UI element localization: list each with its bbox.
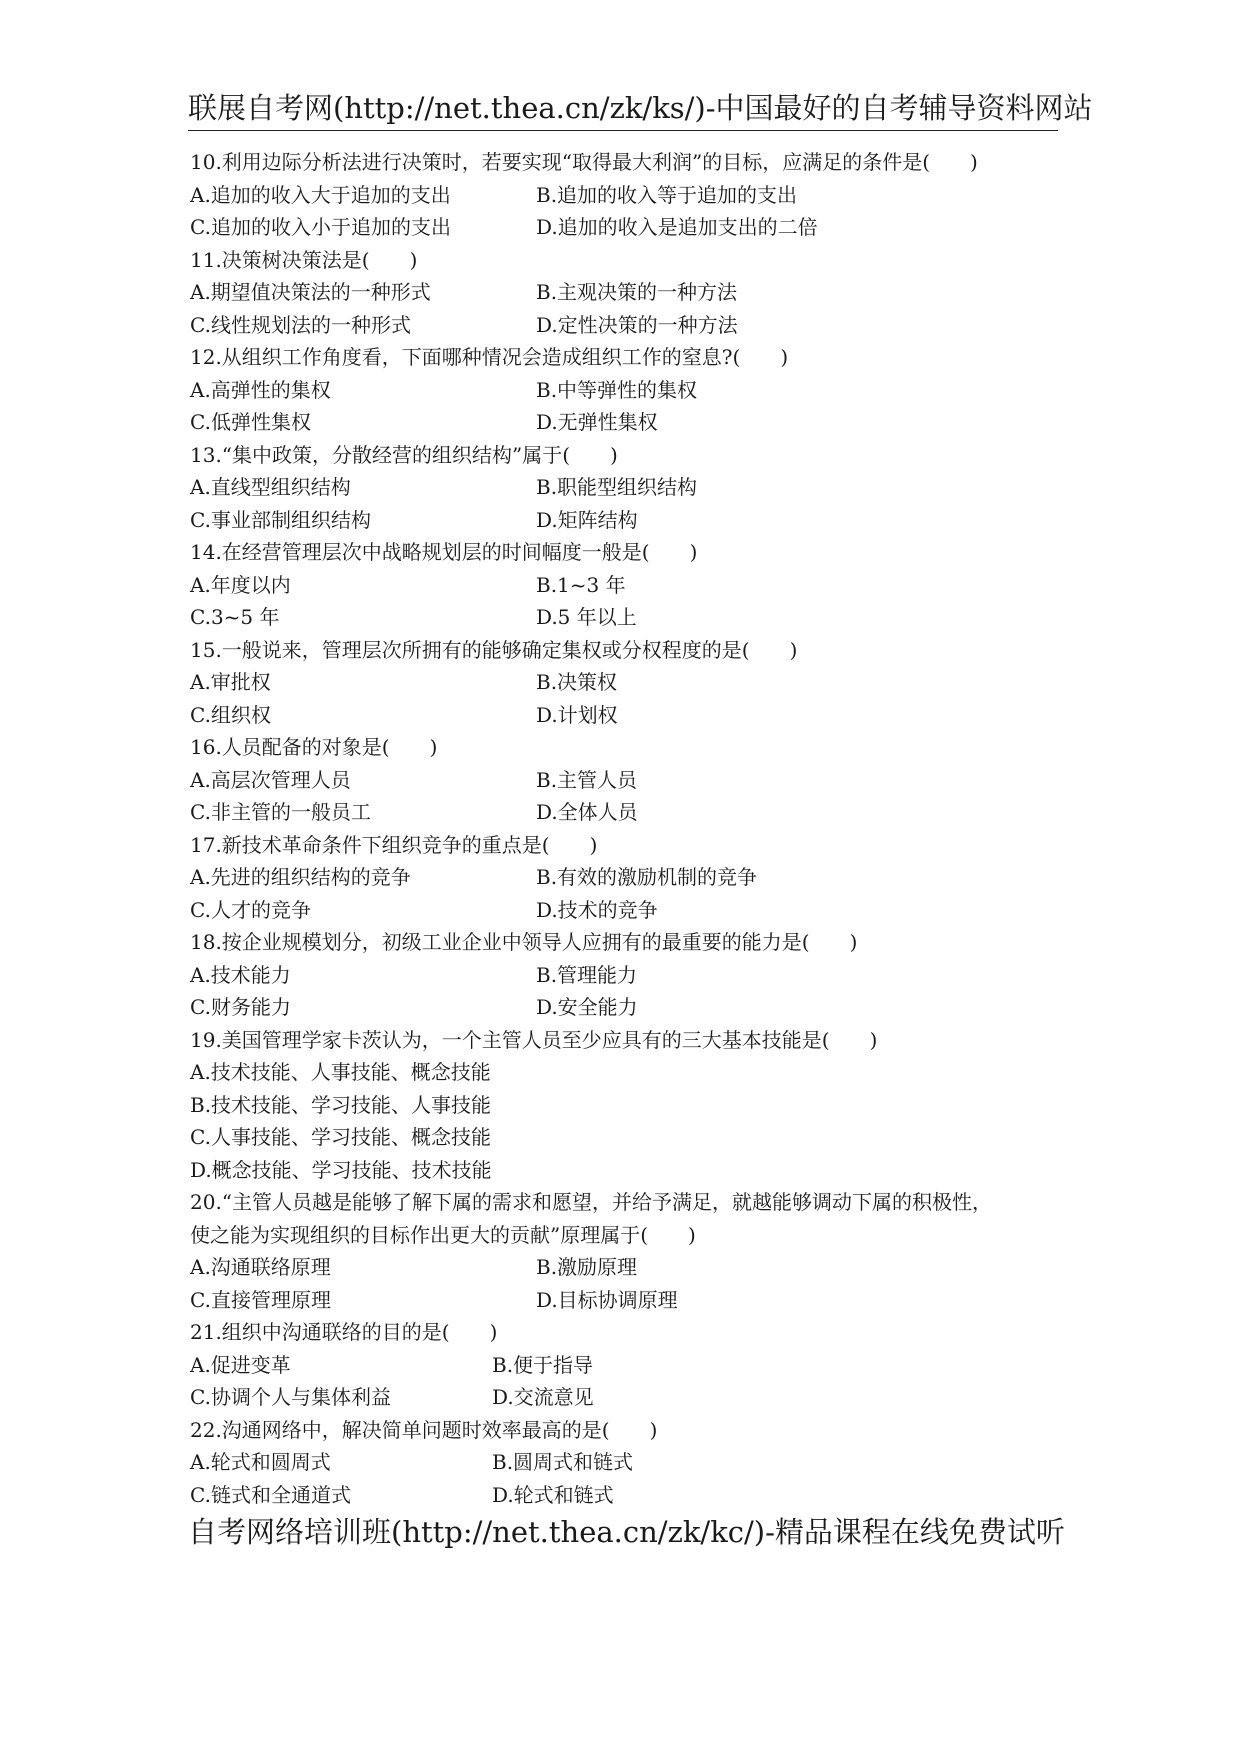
- page-footer: 自考网络培训班(http://net.thea.cn/zk/kc/)-精品课程在线免费试听: [188, 1515, 1065, 1549]
- option-b: B.便于指导: [492, 1352, 594, 1377]
- question-11-stem: 11.决策树决策法是( ): [190, 247, 418, 272]
- question-20-options-cd: [190, 1284, 1090, 1317]
- question-13-stem: 13.“集中政策，分散经营的组织结构”属于( ): [190, 442, 618, 467]
- option-d: D.轮式和链式: [492, 1482, 614, 1507]
- option-b: B.主管人员: [536, 767, 638, 792]
- option-d: D.5 年以上: [536, 605, 637, 629]
- option-c: C.低弹性集权: [190, 410, 311, 434]
- option-d: D.计划权: [536, 702, 618, 727]
- option-d: D.无弹性集权: [536, 410, 658, 434]
- option-c: C.人事技能、学习技能、概念技能: [190, 1125, 491, 1149]
- option-b: B.主观决策的一种方法: [536, 280, 738, 304]
- question-10-options-ab: [190, 179, 1090, 212]
- option-b: B.追加的收入等于追加的支出: [536, 182, 798, 207]
- option-a: A.沟通联络原理: [190, 1255, 331, 1279]
- page-header: 联展自考网(http://net.thea.cn/zk/ks/)-中国最好的自考辅导资料网站: [188, 88, 1058, 131]
- option-b: B.激励原理: [536, 1255, 638, 1279]
- question-18-options-ab: [190, 959, 1090, 992]
- option-a: A.高层次管理人员: [190, 767, 351, 792]
- option-d: D.矩阵结构: [536, 507, 638, 532]
- question-16-options-cd: [190, 796, 1090, 829]
- option-c: C.组织权: [190, 702, 271, 727]
- question-12-stem: 12.从组织工作角度看，下面哪种情况会造成组织工作的窒息?( ): [190, 345, 789, 369]
- question-19-stem: 19.美国管理学家卡茨认为，一个主管人员至少应具有的三大基本技能是( ): [190, 1027, 878, 1052]
- option-c: C.财务能力: [190, 995, 291, 1019]
- question-15-options-cd: [190, 699, 1090, 732]
- option-a: A.年度以内: [190, 572, 291, 597]
- option-c: C.人才的竞争: [190, 897, 311, 922]
- option-c: C.链式和全通道式: [190, 1482, 351, 1507]
- question-21-stem: 21.组织中沟通联络的目的是( ): [190, 1320, 498, 1344]
- question-10-stem: 10.利用边际分析法进行决策时，若要实现“取得最大利润”的目标，应满足的条件是( ): [190, 150, 978, 174]
- question-22-options-cd: [190, 1479, 1090, 1512]
- question-15-stem: 15.一般说来，管理层次所拥有的能够确定集权或分权程度的是( ): [190, 637, 798, 662]
- question-14-options-cd: [190, 601, 1090, 634]
- option-b: B.技术技能、学习技能、人事技能: [190, 1092, 492, 1117]
- option-a: A.先进的组织结构的竞争: [190, 865, 411, 889]
- option-b: B.有效的激励机制的竞争: [536, 865, 758, 889]
- question-14-stem: 14.在经营管理层次中战略规划层的时间幅度一般是( ): [190, 540, 698, 564]
- question-12-options-cd: [190, 406, 1090, 439]
- question-17-stem: 17.新技术革命条件下组织竞争的重点是( ): [190, 832, 598, 857]
- question-16-stem: 16.人员配备的对象是( ): [190, 735, 438, 759]
- question-20-options-ab: [190, 1251, 1090, 1284]
- question-13-options-cd: [190, 504, 1090, 537]
- option-a: A.促进变革: [190, 1352, 291, 1377]
- option-a: A.高弹性的集权: [190, 377, 331, 402]
- question-20-stem-line2: 使之能为实现组织的目标作出更大的贡献”原理属于( ): [190, 1222, 696, 1247]
- question-14-options-ab: [190, 569, 1090, 602]
- option-c: C.线性规划法的一种形式: [190, 312, 411, 337]
- question-11-options-ab: [190, 276, 1090, 309]
- question-20-stem-line1: 20.“主管人员越是能够了解下属的需求和愿望，并给予满足，就越能够调动下属的积极性，: [190, 1190, 993, 1214]
- option-c: C.追加的收入小于追加的支出: [190, 215, 451, 239]
- question-21-options-cd: [190, 1381, 1090, 1414]
- option-b: B.职能型组织结构: [536, 475, 698, 499]
- option-a: A.追加的收入大于追加的支出: [190, 182, 451, 207]
- question-18-options-cd: [190, 991, 1090, 1024]
- option-b: B.中等弹性的集权: [536, 377, 698, 402]
- option-d: D.安全能力: [536, 995, 638, 1019]
- option-a: A.审批权: [190, 670, 271, 694]
- question-list: [190, 146, 1090, 1511]
- option-d: D.全体人员: [536, 800, 638, 824]
- question-22-stem: 22.沟通网络中，解决简单问题时效率最高的是( ): [190, 1417, 658, 1442]
- option-a: A.技术能力: [190, 962, 291, 987]
- question-17-options-cd: [190, 894, 1090, 927]
- question-18-stem: 18.按企业规模划分，初级工业企业中领导人应拥有的最重要的能力是( ): [190, 930, 858, 954]
- question-10-options-cd: [190, 211, 1090, 244]
- question-17-options-ab: [190, 861, 1090, 894]
- option-a: A.期望值决策法的一种形式: [190, 280, 431, 304]
- question-21-options-ab: [190, 1349, 1090, 1382]
- option-c: C.非主管的一般员工: [190, 800, 371, 824]
- option-c: C.事业部制组织结构: [190, 507, 371, 532]
- question-16-options-ab: [190, 764, 1090, 797]
- option-d: D.概念技能、学习技能、技术技能: [190, 1157, 492, 1182]
- option-d: D.技术的竞争: [536, 897, 658, 922]
- question-12-options-ab: [190, 374, 1090, 407]
- question-11-options-cd: [190, 309, 1090, 342]
- question-22-options-ab: [190, 1446, 1090, 1479]
- option-b: B.管理能力: [536, 962, 638, 987]
- option-d: D.目标协调原理: [536, 1287, 678, 1312]
- option-a: A.直线型组织结构: [190, 475, 351, 499]
- option-c: C.协调个人与集体利益: [190, 1385, 391, 1409]
- question-15-options-ab: [190, 666, 1090, 699]
- option-b: B.1~3 年: [536, 572, 626, 597]
- option-b: B.圆周式和链式: [492, 1450, 634, 1474]
- option-b: B.决策权: [536, 670, 618, 694]
- option-a: A.技术技能、人事技能、概念技能: [190, 1060, 491, 1084]
- question-13-options-ab: [190, 471, 1090, 504]
- option-d: D.交流意见: [492, 1385, 594, 1409]
- option-c: C.3~5 年: [190, 605, 280, 629]
- option-c: C.直接管理原理: [190, 1287, 331, 1312]
- option-a: A.轮式和圆周式: [190, 1450, 331, 1474]
- option-d: D.定性决策的一种方法: [536, 312, 738, 337]
- option-d: D.追加的收入是追加支出的二倍: [536, 215, 818, 239]
